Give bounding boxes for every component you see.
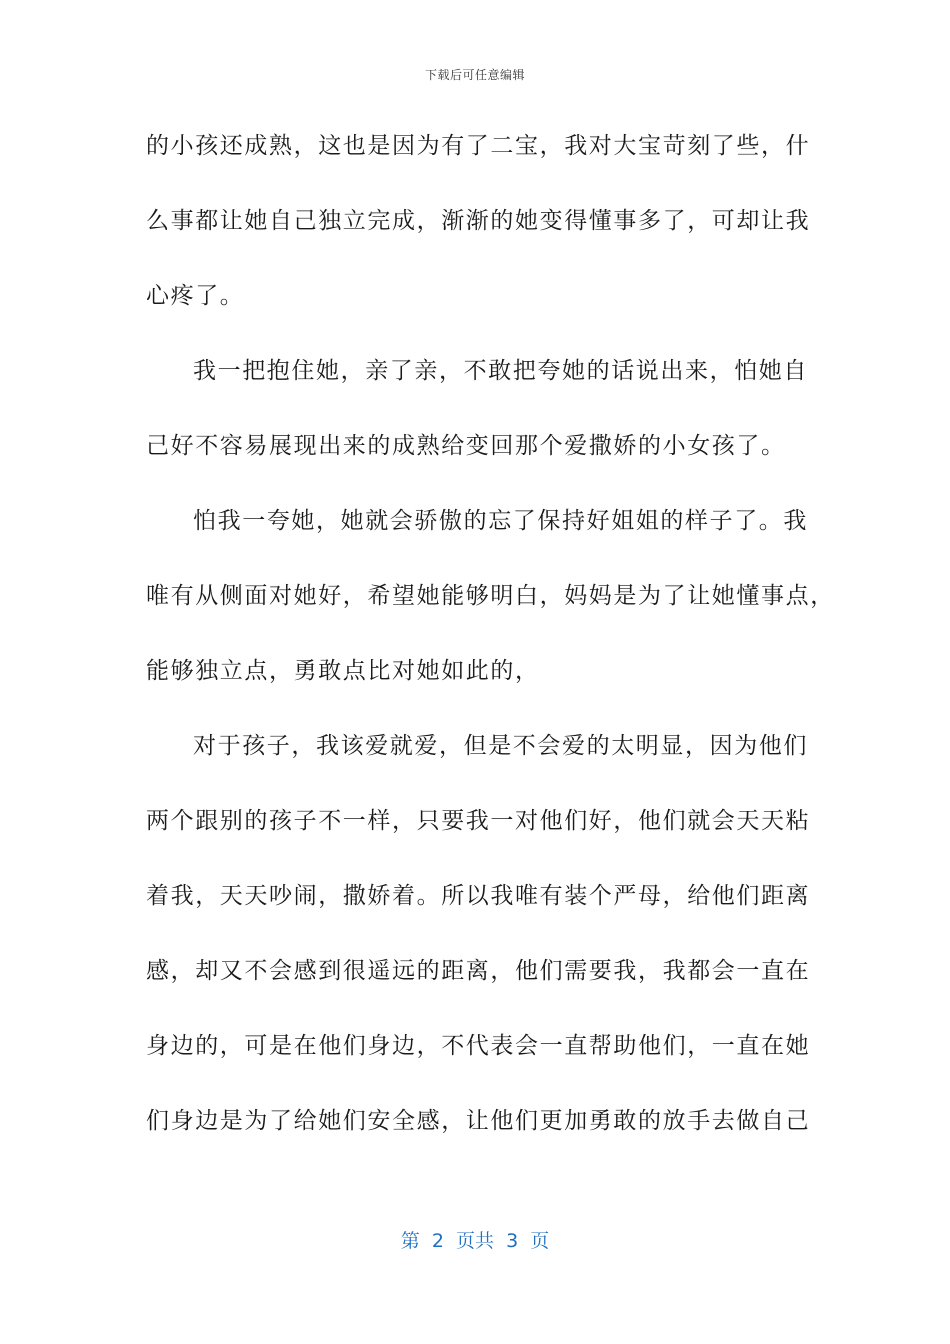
- text-line: 着我，天天吵闹，撒娇着。所以我唯有装个严母，给他们距离: [146, 883, 811, 909]
- text-line: 能够独立点，勇敢点比对她如此的，: [146, 658, 540, 684]
- text-line: 的小孩还成熟，这也是因为有了二宝，我对大宝苛刻了些，什: [146, 133, 811, 159]
- document-body: [146, 120, 835, 1170]
- text-line: 么事都让她自己独立完成，渐渐的她变得懂事多了，可却让我: [146, 208, 811, 234]
- text-line: 两个跟别的孩子不一样，只要我一对他们好，他们就会天天粘: [146, 808, 811, 834]
- paragraph-start-line: 对于孩子，我该爱就爱，但是不会爱的太明显，因为他们: [193, 733, 808, 759]
- text-line: 己好不容易展现出来的成熟给变回那个爱撒娇的小女孩了。: [146, 433, 786, 459]
- paragraph-start-line: 我一把抱住她，亲了亲，不敢把夸她的话说出来，怕她自: [193, 358, 808, 384]
- paragraph-start-line: 怕我一夸她，她就会骄傲的忘了保持好姐姐的样子了。我: [193, 508, 808, 534]
- page-header: 下载后可任意编辑: [424, 68, 525, 82]
- text-line: 唯有从侧面对她好，希望她能够明白，妈妈是为了让她懂事点，: [146, 583, 835, 609]
- text-line: 身边的，可是在他们身边，不代表会一直帮助他们，一直在她: [146, 1033, 811, 1059]
- page-number-footer: 第 2 页共 3 页: [400, 1230, 550, 1252]
- text-line: 们身边是为了给她们安全感，让他们更加勇敢的放手去做自己: [146, 1108, 811, 1134]
- text-line: 感，却又不会感到很遥远的距离，他们需要我，我都会一直在: [146, 958, 811, 984]
- text-line: 心疼了。: [146, 283, 245, 309]
